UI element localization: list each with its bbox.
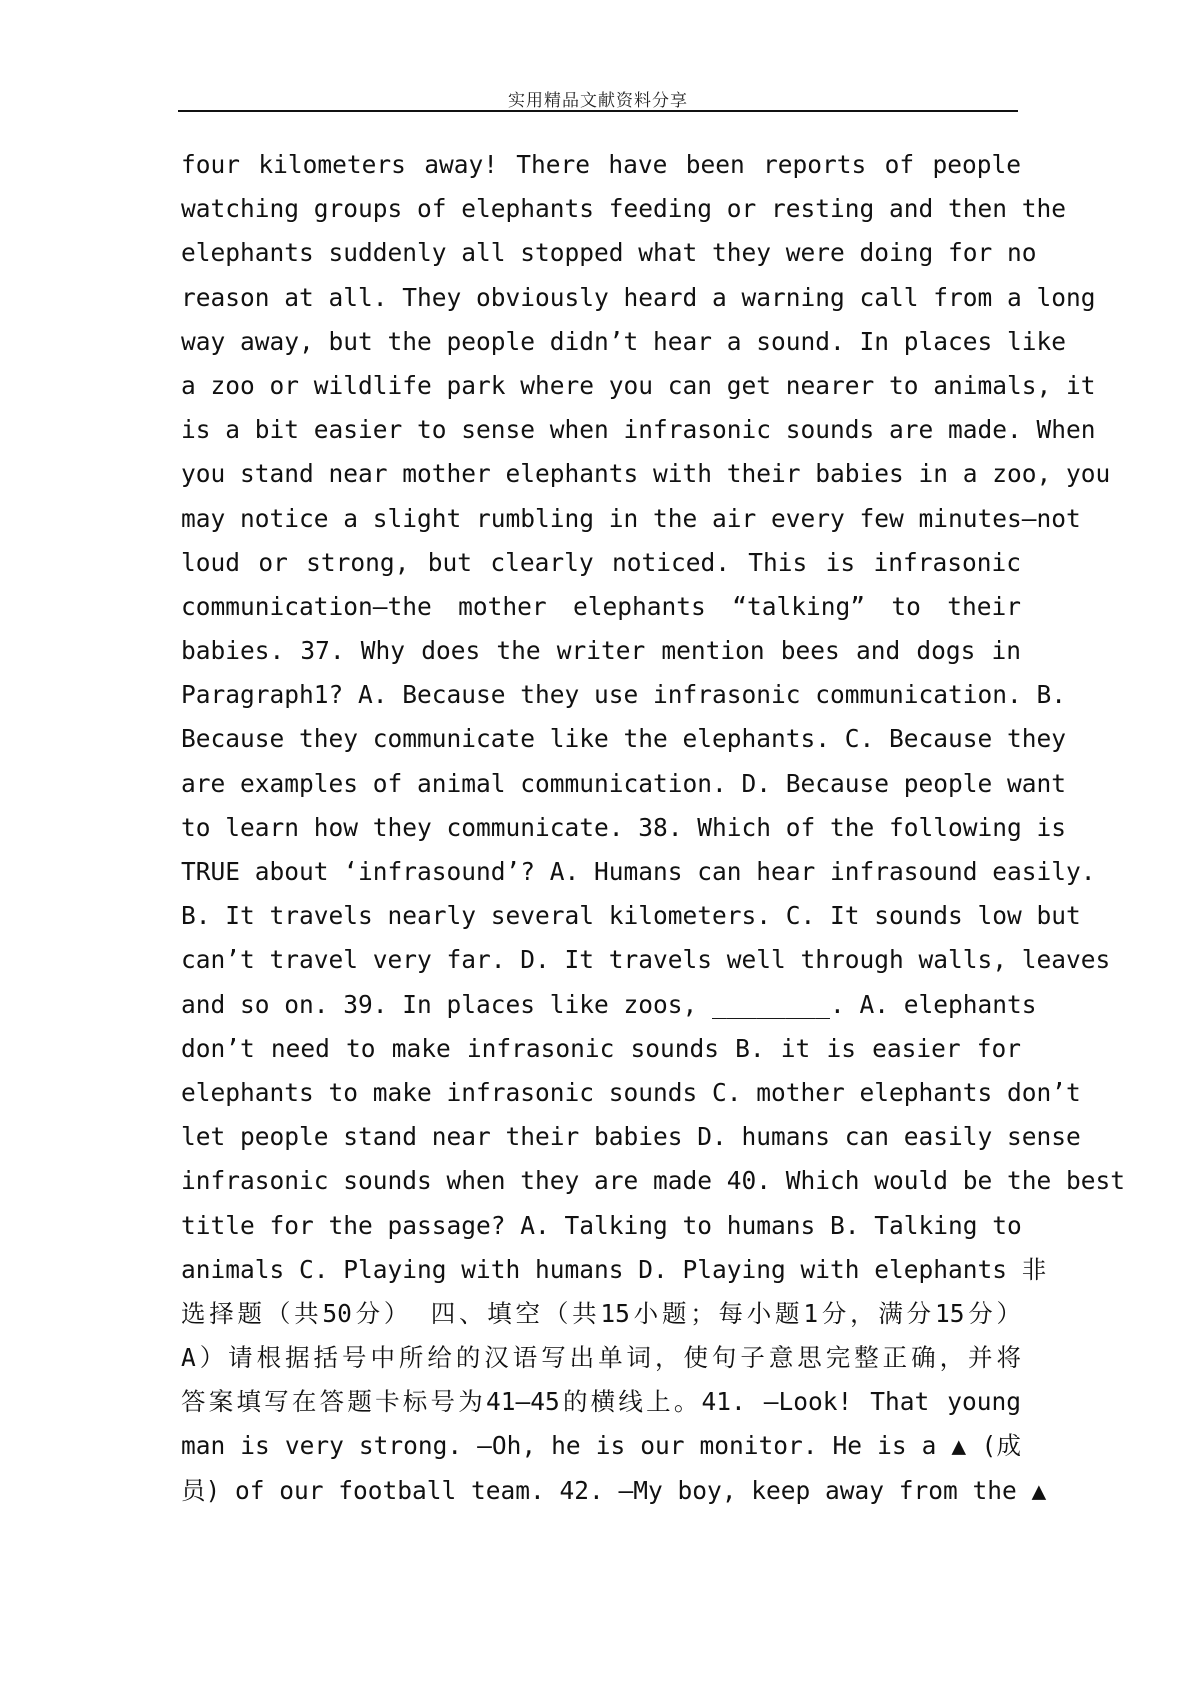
- text-line: can’t travel very far. D. It travels well through walls, leaves: [181, 945, 1111, 975]
- text-line: A）请根据括号中所给的汉语写出单词，使句子意思完整正确，并将: [181, 1343, 1021, 1373]
- text-line: 选择题（共50分） 四、填空（共15小题；每小题1分，满分15分）: [181, 1298, 1021, 1328]
- text-line: to learn how they communicate. 38. Which of the following is: [181, 812, 1067, 842]
- text-line: infrasonic sounds when they are made 40. Which would be the best: [181, 1166, 1126, 1196]
- text-line: are examples of animal communication. D. Because people want: [181, 768, 1067, 798]
- text-line: you stand near mother elephants with their babies in a zoo, you: [181, 459, 1111, 489]
- text-line: 员) of our football team. 42. —My boy, keep away from the ▲: [181, 1475, 1047, 1505]
- text-line: TRUE about ‘infrasound’? A. Humans can hear infrasound easily.: [181, 857, 1096, 886]
- text-line: loud or strong, but clearly noticed. This is infrasonic: [181, 547, 1021, 577]
- text-line: don’t need to make infrasonic sounds B. it is easier for: [181, 1033, 1021, 1063]
- text-line: four kilometers away! There have been reports of people: [181, 150, 1021, 179]
- text-line: let people stand near their babies D. humans can easily sense: [181, 1122, 1081, 1152]
- text-line: man is very strong. —Oh, he is our monitor. He is a ▲ (成: [181, 1431, 1021, 1461]
- page-header: 实用精品文献资料分享: [508, 91, 688, 111]
- header-divider: [178, 110, 1018, 112]
- text-line: is a bit easier to sense when infrasonic sounds are made. When: [181, 415, 1096, 445]
- text-line: Because they communicate like the elephants. C. Because they: [181, 724, 1067, 754]
- text-line: and so on. 39. In places like zoos, ________. A. elephants: [181, 989, 1037, 1019]
- text-line: babies. 37. Why does the writer mention bees and dogs in: [181, 636, 1021, 666]
- text-line: way away, but the people didn’t hear a sound. In places like: [181, 326, 1067, 356]
- document-body: [181, 143, 1126, 1513]
- text-line: animals C. Playing with humans D. Playing with elephants 非: [181, 1254, 1047, 1284]
- text-line: 答案填写在答题卡标号为41—45的横线上。41. —Look! That young: [181, 1387, 1021, 1417]
- text-line: Paragraph1? A. Because they use infrasonic communication. B.: [181, 680, 1067, 710]
- text-line: a zoo or wildlife park where you can get nearer to animals, it: [181, 370, 1096, 400]
- text-line: reason at all. They obviously heard a warning call from a long: [181, 282, 1096, 312]
- text-line: may notice a slight rumbling in the air every few minutes—not: [181, 503, 1081, 533]
- text-line: watching groups of elephants feeding or resting and then the: [181, 194, 1067, 224]
- text-line: B. It travels nearly several kilometers. C. It sounds low but: [181, 901, 1081, 931]
- text-line: communication—the mother elephants “talking” to their: [181, 591, 1021, 621]
- text-line: title for the passage? A. Talking to humans B. Talking to: [181, 1210, 1022, 1240]
- text-line: elephants to make infrasonic sounds C. mother elephants don’t: [181, 1077, 1081, 1107]
- text-line: elephants suddenly all stopped what they were doing for no: [181, 238, 1037, 268]
